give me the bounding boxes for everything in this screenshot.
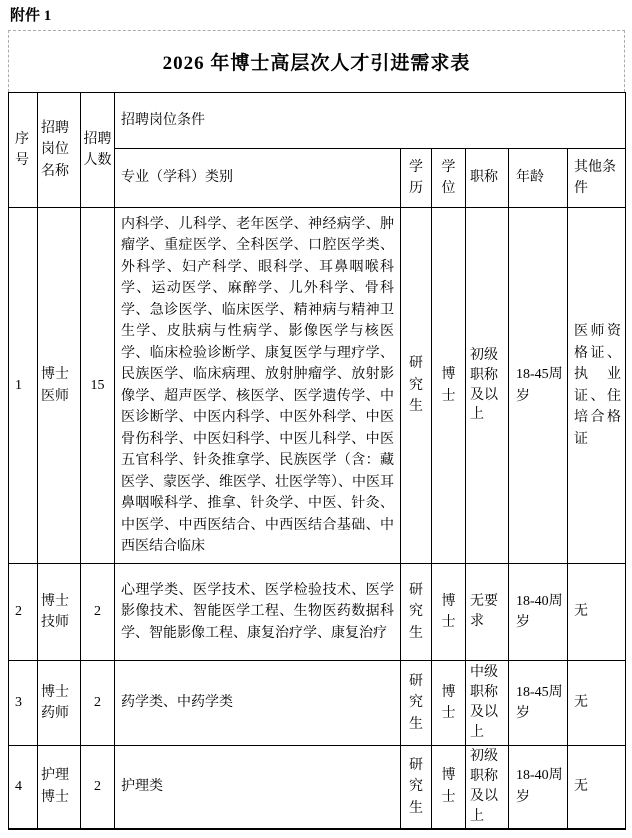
cell-age: 18-45周岁 xyxy=(509,661,568,746)
cell-seq: 3 xyxy=(9,661,38,746)
header-education: 学历 xyxy=(401,149,432,208)
header-other-conditions: 其他条件 xyxy=(568,149,626,208)
header-conditions-group: 招聘岗位条件 xyxy=(115,93,626,149)
cell-degree: 博士 xyxy=(432,746,466,829)
header-seq: 序号 xyxy=(9,93,38,208)
cell-major: 内科学、儿科学、老年医学、神经病学、肿瘤学、重症医学、全科医学、口腔医学类、外科学、妇产科学、眼科学、耳鼻咽喉科学、运动医学、麻醉学、儿外科学、骨科学、急诊医学、临床医学、精神病与精神卫生学、皮肤病与性病学、影像医学与核医学、临床检验诊断学、康复医学与理疗学、民族医学、临床病理、放射肿瘤学、放射影像学、超声医学、核医学、医学遗传学、中医诊断学、中医内科学、中医外科学、中医骨伤科学、中医妇科学、中医儿科学、中医五官科学、针灸推拿学、民族医学（含：藏医学、蒙医学、维医学、壮医学等）、中医耳鼻咽喉科学、推拿、针灸学、中医、针灸、中医学、中西医结合、中西医结合基础、中西医结合临床 xyxy=(115,208,401,564)
cell-position-name: 博士药师 xyxy=(38,661,81,746)
cell-professional-title: 初级职称及以上 xyxy=(466,746,509,829)
cell-degree: 博士 xyxy=(432,564,466,661)
table-row-2 xyxy=(9,564,626,661)
cell-education: 研究生 xyxy=(401,208,432,564)
cell-professional-title: 中级职称及以上 xyxy=(466,661,509,746)
cell-age: 18-40周岁 xyxy=(509,746,568,829)
cell-education: 研究生 xyxy=(401,564,432,661)
cell-position-name: 博士医师 xyxy=(38,208,81,564)
cell-major: 药学类、中药学类 xyxy=(115,661,401,746)
cell-headcount: 2 xyxy=(81,661,115,746)
table-row-4 xyxy=(9,746,626,829)
cell-degree: 博士 xyxy=(432,208,466,564)
header-age: 年龄 xyxy=(509,149,568,208)
cell-age: 18-40周岁 xyxy=(509,564,568,661)
cell-other-conditions: 医师资格证、执业证、住培合格证 xyxy=(568,208,626,564)
cell-other-conditions: 无 xyxy=(568,661,626,746)
cell-professional-title: 初级职称及以上 xyxy=(466,208,509,564)
header-row-1 xyxy=(9,93,626,149)
header-professional-title: 职称 xyxy=(466,149,509,208)
table-row-1 xyxy=(9,208,626,564)
cell-professional-title: 无要求 xyxy=(466,564,509,661)
cell-headcount: 15 xyxy=(81,208,115,564)
table-row-3 xyxy=(9,661,626,746)
recruitment-table xyxy=(8,92,626,830)
cell-other-conditions: 无 xyxy=(568,746,626,829)
cell-age: 18-45周岁 xyxy=(509,208,568,564)
cell-seq: 2 xyxy=(9,564,38,661)
table-title-row xyxy=(8,30,625,92)
cell-major: 心理学类、医学技术、医学检验技术、医学影像技术、智能医学工程、生物医药数据科学、智能影像工程、康复治疗学、康复治疗 xyxy=(115,564,401,661)
cell-headcount: 2 xyxy=(81,564,115,661)
cell-education: 研究生 xyxy=(401,661,432,746)
cell-education: 研究生 xyxy=(401,746,432,829)
cell-major: 护理类 xyxy=(115,746,401,829)
table-title: 2026 年博士高层次人才引进需求表 xyxy=(162,53,471,74)
header-major: 专业（学科）类别 xyxy=(115,149,401,208)
header-headcount: 招聘人数 xyxy=(81,93,115,208)
header-position-name: 招聘岗位名称 xyxy=(38,93,81,208)
cell-other-conditions: 无 xyxy=(568,564,626,661)
attachment-label: 附件 1 xyxy=(10,8,52,24)
cell-headcount: 2 xyxy=(81,746,115,829)
header-degree: 学位 xyxy=(432,149,466,208)
cell-seq: 4 xyxy=(9,746,38,829)
cell-position-name: 博士技师 xyxy=(38,564,81,661)
cell-seq: 1 xyxy=(9,208,38,564)
recruitment-sheet xyxy=(8,30,625,830)
cell-degree: 博士 xyxy=(432,661,466,746)
cell-position-name: 护理博士 xyxy=(38,746,81,829)
